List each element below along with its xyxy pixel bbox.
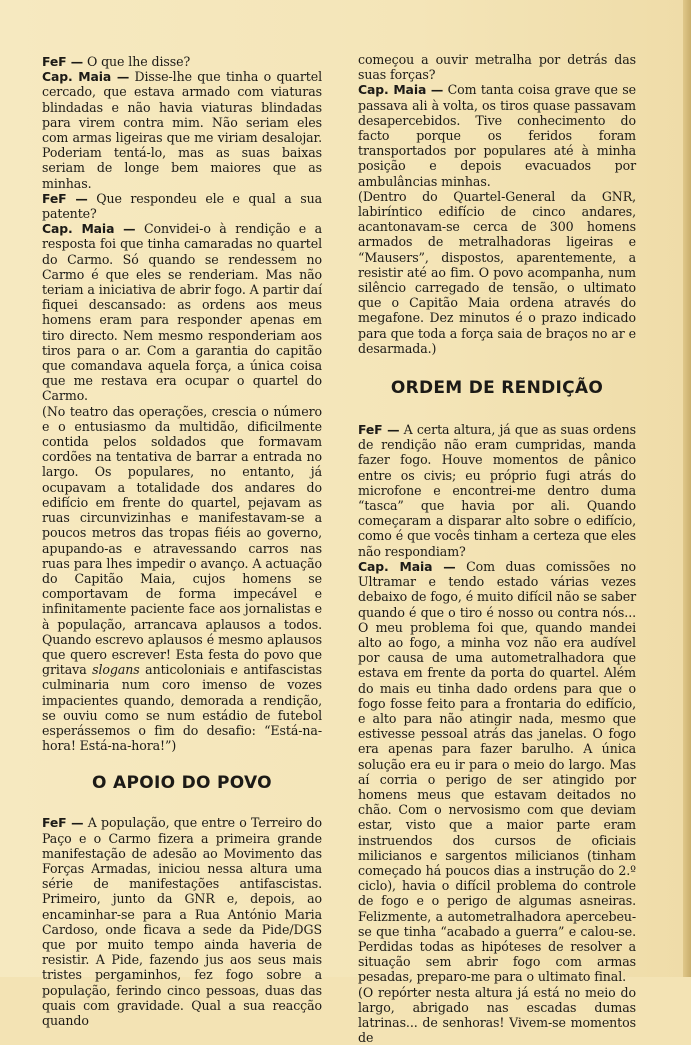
paragraph [358,422,636,559]
paragraph [42,69,322,191]
paragraph [42,815,322,1028]
paragraph-text: (No teatro das operações, crescia o número e o entusiasmo da multidão, dificilmente contida pelos soldados que formavam cordões na tentativa de barrar a entrada no largo. Os populares, no entanto, já ocupavam a totalidade dos andares do edifício em frente do quartel, pejavam as ruas circunvizinhas e manifestavam-se a poucos metros das tropas fiéis ao governo, apupando-as e atravessando carros nas ruas para lhes impedir o avanço. A actuação do Capitão Maia, cujos homens se comportavam de forma impecável e infinitamente paciente face aos jornalistas e à população, arrancava aplausos a todos. Quando escrevo aplausos é mesmo aplausos que quero escrever! Esta festa do povo que gritava [42,403,322,678]
paragraph [42,191,322,221]
speaker-label: FeF — [42,815,84,831]
left-column [42,54,322,1028]
speaker-label: FeF — [42,54,84,69]
paragraph-text: (Dentro do Quartel-General da GNR, labiríntico edifício de cinco andares, acantonavam-se cerca de 300 homens armados de metralhadoras ligeiras e “Mausers”, dispostos, aparentemente, a resistir até ao fim. O povo acompanha, num silêncio carregado de tensão, o ultimato que o Capitão Maia ordena através do megafone. Dez minutos é o prazo indicado para que toda a força saia de braços no ar e desarmada.) [358,188,636,356]
paragraph [358,985,636,1045]
paragraph [358,82,636,188]
paragraph-text: começou a ouvir metralha por detrás das suas forças? [358,52,636,83]
paragraph-text: anticoloniais e antifascistas culminaria num coro imenso de vozes impacientes quando, demorada a rendição, se ouviu como se num estádio de futebol esperássemos o fim do desafio: “Está-na-hora! Está-na-hora!”) [42,662,322,754]
paragraph-text: Convidei-o à rendição e a resposta foi que tinha camaradas no quartel do Carmo. Só quando se rendessem no Carmo é que eles se renderiam. Mas não teriam a iniciativa de abrir fogo. A partir daí fiquei descansado: as ordens aos meus homens eram para responder apenas em tiro directo. Nem mesmo responderiam aos tiros para o ar. Com a garantia do capitão que comandava aquela força, a única coisa que me restava era ocupar o quartel do Carmo. [42,221,322,404]
paragraph-text: Que respondeu ele e qual a sua patente? [42,190,322,222]
page-edge [683,0,691,977]
paragraph [42,404,322,754]
paragraph-text: Com duas comissões no Ultramar e tendo estado várias vezes debaixo de fogo, é muito difícil não se saber quando é que o tiro é nosso ou contra nós... O meu problema foi que, quando mandei alto ao fogo, a minha voz não era audível por causa de uma autometralhadora que estava em frente da porta do quartel. Além do mais eu tinha dado ordens para que o fogo fosse feito para a frontaria do edifício, e alto para não atingir nada, mesmo que estivesse pessoal atrás das janelas. O fogo era apenas para fazer barulho. A única solução era eu ir para o meio do largo. Mas aí corria o perigo de ser atingido por homens meus que estavam deitados no chão. Com o nervosismo com que deviam estar, visto que a maior parte eram instruendos dos cursos de oficiais milicianos e sargentos milicianos (tinham começado há poucos dias a instrução do 2.º ciclo), havia o difícil problema do controle de fogo e o perigo de algumas asneiras. Felizmente, a autometralhadora apercebeu-se que tinha “acabado a guerra” e calou-se. Perdidas todas as hipóteses de resolver a situação sem abrir fogo com armas pesadas, preparo-me para o ultimato final. [358,558,637,985]
paragraph-text: O que lhe disse? [83,54,191,69]
speaker-label: Cap. Maia — [358,82,444,98]
paragraph [358,52,636,82]
speaker-label: Cap. Maia — [358,558,456,574]
paragraph-text: Disse-lhe que tinha o quartel cercado, que estava armado com viaturas blindadas e não havia viaturas blindadas para virem contra mim. Não seriam eles com armas ligeiras que me viriam desalojar. Poderiam tentá-lo, mas as suas baixas seriam de longe bem maiores que as minhas. [42,69,322,191]
speaker-label: Cap. Maia — [42,69,130,85]
paragraph-text: Com tanta coisa grave que se passava ali à volta, os tiros quase passavam desapercebidos. Tive conhecimento do facto porque os feridos foram transportados por populares até à minha posição e depois evacuados por ambulâncias minhas. [358,82,636,189]
paragraph [42,54,322,69]
paragraph [358,189,636,356]
speaker-label: FeF — [42,190,88,206]
speaker-label: Cap. Maia — [42,221,136,237]
speaker-label: FeF — [358,422,400,438]
section-heading: O APOIO DO POVO [92,773,272,794]
paragraph [358,559,636,985]
paragraph-text: (O repórter nesta altura já está no meio do largo, abrigado nas escadas dumas latrinas... de senhoras! Vivem-se momentos de [358,984,636,1045]
right-column [358,52,636,1045]
paragraph-text: A certa altura, já que as suas ordens de rendição não eram cumpridas, manda fazer fogo. Houve momentos de pânico entre os civis; eu próprio fugi atrás do microfone e encontrei-me dentro duma “tasca” que havia por ali. Quando começaram a disparar alto sobre o edifício, como é que vocês tinham a certeza que eles não respondiam? [358,422,636,559]
paragraph-text: A população, que entre o Terreiro do Paço e o Carmo fizera a primeira grande manifestação de adesão ao Movimento das Forças Armadas, iniciou nessa altura uma série de manifestações antifascistas. Primeiro, junto da GNR e, depois, ao encaminhar-se para a Rua António Maria Cardoso, onde ficava a sede da Pide/DGS que por muito tempo ainda haveria de resistir. A Pide, fazendo jus aos seus mais tristes pergaminhos, fez fogo sobre a população, ferindo cinco pessoas, duas das quais com gravidade. Qual a sua reacção quando [42,815,322,1028]
paragraph [42,221,322,403]
section-heading: ORDEM DE RENDIÇÃO [390,378,604,399]
italic-word: slogans [92,662,140,678]
